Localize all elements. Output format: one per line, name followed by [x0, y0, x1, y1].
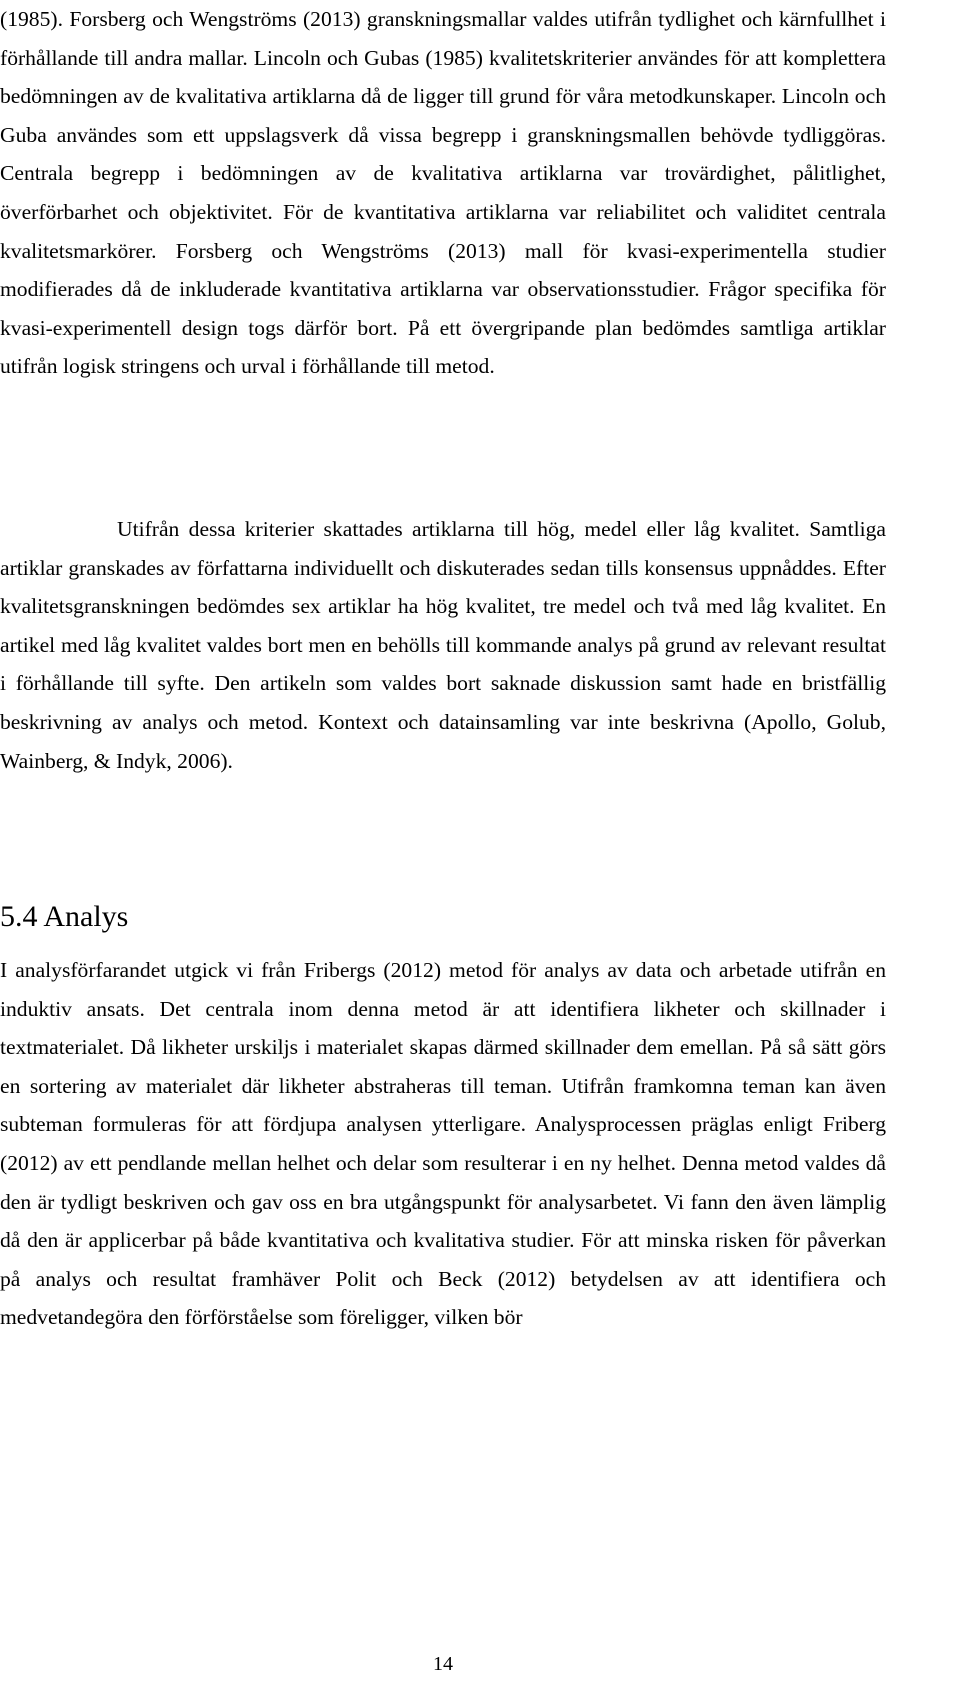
paragraph-analysis-method: I analysförfarandet utgick vi från Fribergs (2012) metod för analys av data och arbetade utifrån en induktiv ansats. Det centrala inom denna metod är att identifiera likheter och skillnader i textmaterialet. Då likheter urskiljs i materialet skapas därmed skillnader dem emellan. På så sätt görs en sortering av materialet där likheter abstraheras till teman. Utifrån framkomna teman kan även subteman formuleras för att fördjupa analysen ytterligare. Analysprocessen präglas enligt Friberg (2012) av ett pendlande mellan helhet och delar som resulterar i en ny helhet. Denna metod valdes då den är tydligt beskriven och gav oss en bra utgångspunkt för analysarbetet. Vi fann den även lämplig då den är applicerbar på både kvantitativa och kvalitativa studier. För att minska risken för påverkan på analys och resultat framhäver Polit och Beck (2012) betydelsen av att identifiera och medvetandegöra den förförståelse som föreligger, vilken bör	[0, 958, 886, 1330]
paragraph-quality-rating	[0, 510, 886, 780]
page-number: 14	[433, 1653, 453, 1675]
paragraph-quality-review: (1985). Forsberg och Wengströms (2013) granskningsmallar valdes utifrån tydlighet och kärnfullhet i förhållande till andra mallar. Lincoln och Gubas (1985) kvalitetskriterier användes för att komplettera bedömningen av de kvalitativa artiklarna då de ligger till grund för våra metodkunskaper. Lincoln och Guba användes som ett uppslagsverk då vissa begrepp i granskningsmallen behövde tydliggöras. Centrala begrepp i bedömningen av de kvalitativa artiklarna var trovärdighet, pålitlighet, överförbarhet och objektivitet. För de kvantitativa artiklarna var reliabilitet och validitet centrala kvalitetsmarkörer. Forsberg och Wengströms (2013) mall för kvasi-experimentella studier modifierades då de inkluderade kvantitativa artiklarna var observationsstudier. Frågor specifika för kvasi-experimentell design togs därför bort. På ett övergripande plan bedömdes samtliga artiklar utifrån logisk stringens och urval i förhållande till metod.	[0, 7, 886, 379]
section-heading-analys: 5.4 Analys	[0, 900, 129, 933]
paragraph-quality-rating-text: Utifrån dessa kriterier skattades artiklarna till hög, medel eller låg kvalitet. Samtliga artiklar granskades av författarna individuellt och diskuterades sedan tills konsensus uppnåddes. Efter kvalitetsgranskningen bedömdes sex artiklar ha hög kvalitet, tre medel och två med låg kvalitet. En artikel med låg kvalitet valdes bort men en behölls till kommande analys på grund av relevant resultat i förhållande till syfte. Den artikeln som valdes bort saknade diskussion samt hade en bristfällig beskrivning av analys och metod. Kontext och datainsamling var inte beskrivna (Apollo, Golub, Wainberg, & Indyk, 2006).	[0, 517, 886, 773]
